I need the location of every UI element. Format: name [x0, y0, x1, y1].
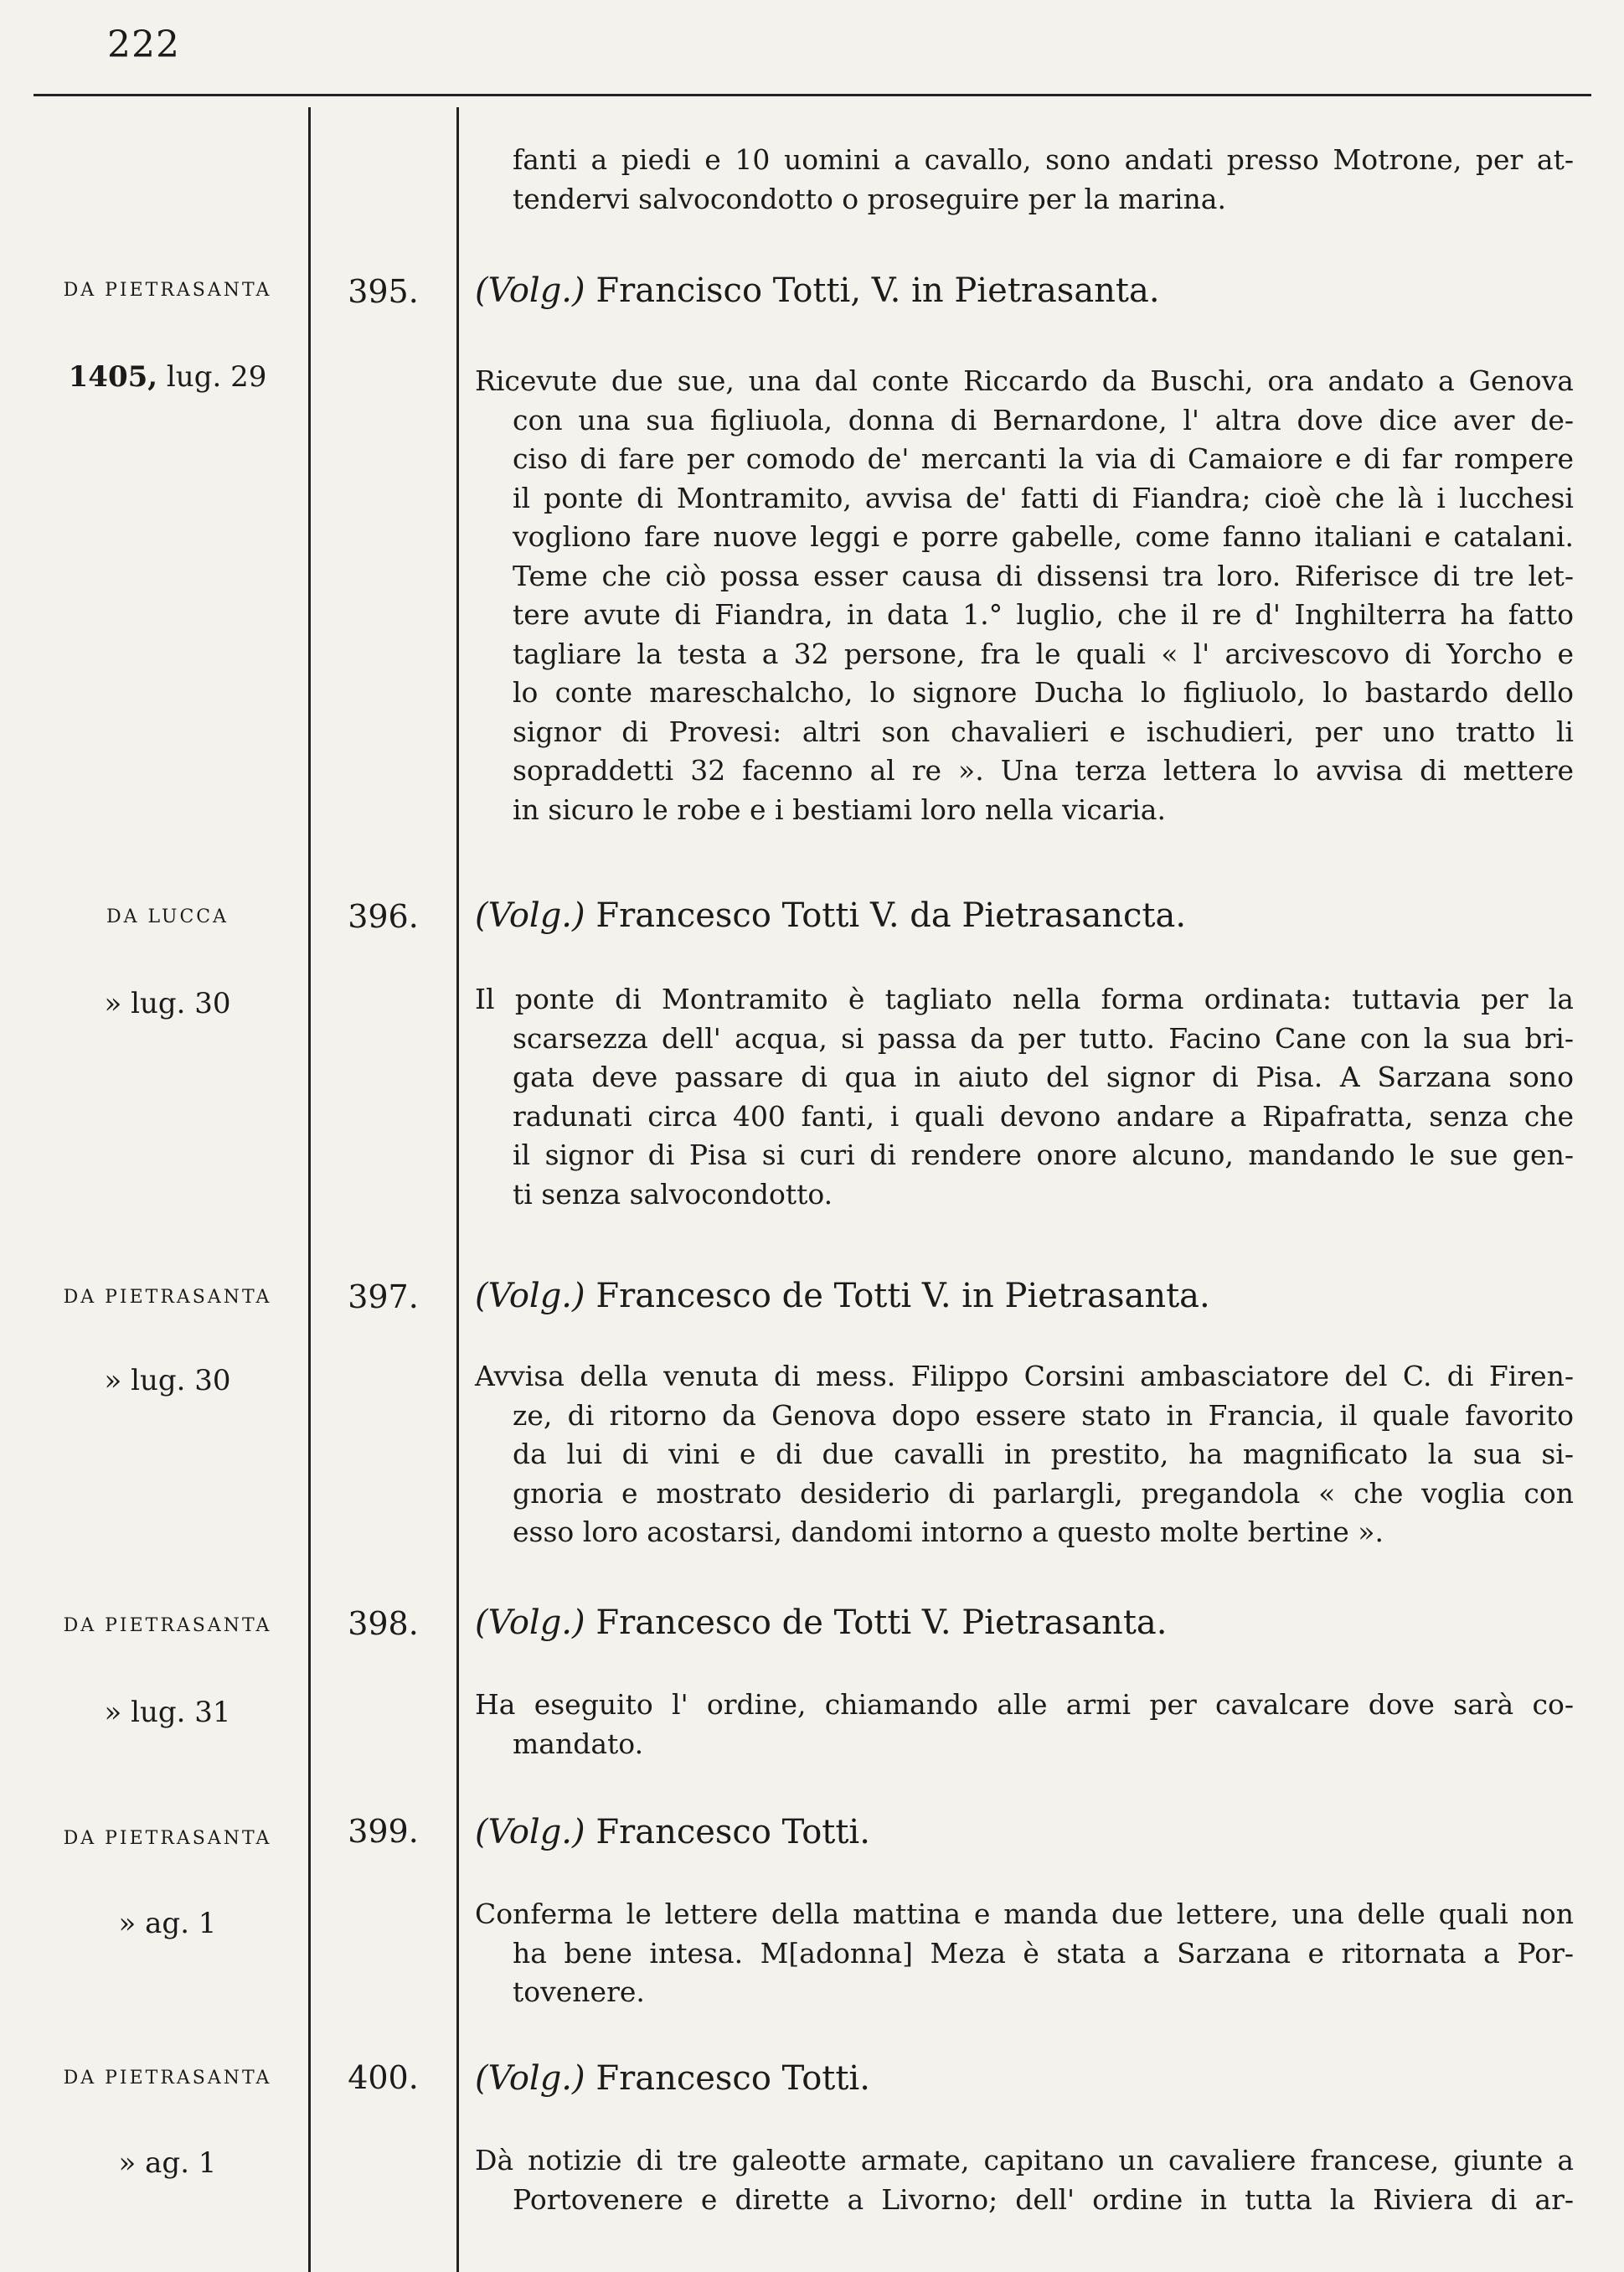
text-line: il signor di Pisa si curi di rendere onore alcuno, mandando le sue gen-: [513, 1139, 1574, 1171]
entry-date-year: 1405,: [68, 360, 158, 394]
number-column-divider: [456, 107, 459, 2272]
entry-heading: [475, 896, 1186, 935]
intro-text: [475, 141, 1574, 219]
text-line: ha bene intesa. M[adonna] Meza è stata a Sarzana e ritornata a Por-: [513, 1936, 1574, 1970]
text-line: Avvisa della venuta di mess. Filippo Corsini ambasciatore del C. di Firen-: [475, 1360, 1574, 1392]
entry-text: [475, 980, 1574, 1214]
entry-date: [34, 2146, 302, 2180]
entry-text: [475, 1357, 1574, 1552]
entry-place: DA PIETRASANTA: [63, 1287, 272, 1308]
text-line: vogliono fare nuove leggi e porre gabelle, come fanno italiani e catalani.: [513, 520, 1574, 553]
text-line: Dà notizie di tre galeotte armate, capitano un cavaliere francese, giunte a: [475, 2144, 1574, 2176]
entry-heading-volg: (Volg.): [475, 1277, 585, 1315]
entry-date-day: » lug. 30: [104, 987, 231, 1020]
entry-heading: [475, 2059, 870, 2098]
entry-place: DA PIETRASANTA: [63, 2068, 272, 2089]
text-line: Teme che ciò possa esser causa di dissensi tra loro. Riferisce di tre let-: [513, 559, 1574, 592]
entry-heading-text: Francesco de Totti V. in Pietrasanta.: [595, 1277, 1210, 1315]
entry-text: [475, 1686, 1574, 1763]
entry-number: 395.: [348, 273, 419, 310]
entry-number: 397.: [348, 1278, 419, 1315]
text-line: tendervi salvocondotto o proseguire per la marina.: [513, 182, 1226, 215]
entry-date-day: » ag. 1: [118, 1907, 217, 1940]
text-line: scarsezza dell' acqua, si passa da per tutto. Facino Cane con la sua bri-: [513, 1021, 1574, 1055]
entry-text: [475, 1895, 1574, 2012]
top-rule: [34, 94, 1591, 96]
entry-date: [34, 1696, 302, 1729]
entry-heading-text: Francisco Totti, V. in Pietrasanta.: [595, 271, 1160, 310]
entry-date-day: » ag. 1: [118, 2146, 217, 2180]
entry-date: [34, 360, 302, 394]
text-line: lo conte mareschalcho, lo signore Ducha lo figliuolo, lo bastardo dello: [513, 676, 1574, 709]
entry-heading: [475, 271, 1160, 310]
text-line: ti senza salvocondotto.: [513, 1177, 833, 1211]
entry-text: [475, 362, 1574, 829]
entry-place: DA LUCCA: [106, 906, 229, 927]
entry-heading-volg: (Volg.): [475, 896, 585, 935]
entry-heading-volg: (Volg.): [475, 1603, 585, 1642]
text-line: da lui di vini e di due cavalli in prestito, ha magnificato la sua si-: [513, 1438, 1574, 1470]
entry-date-day: » lug. 30: [104, 1364, 231, 1397]
entry-number: 400.: [348, 2059, 419, 2096]
entry-place: DA PIETRASANTA: [63, 280, 272, 301]
text-line: gnoria e mostrato desiderio di parlargli, pregandola « che voglia con: [513, 1476, 1574, 1510]
entry-heading-volg: (Volg.): [475, 2059, 585, 2098]
entry-place: DA PIETRASANTA: [63, 1828, 272, 1849]
entry-heading-volg: (Volg.): [475, 271, 585, 310]
entry-heading-text: Francesco Totti V. da Pietrasancta.: [595, 896, 1187, 935]
entry-heading-text: Francesco Totti.: [595, 1813, 870, 1851]
text-line: signor di Provesi: altri son chavalieri e ischudieri, per uno tratto li: [513, 715, 1574, 748]
entry-date-day: » lug. 31: [104, 1696, 231, 1729]
text-line: il ponte di Montramito, avvisa de' fatti di Fiandra; cioè che là i lucchesi: [513, 481, 1574, 514]
text-line: Ha eseguito l' ordine, chiamando alle armi per cavalcare dove sarà co-: [475, 1688, 1574, 1721]
text-line: Ricevute due sue, una dal conte Riccardo da Buschi, ora andato a Genova: [475, 364, 1574, 397]
text-line: tagliare la testa a 32 persone, fra le quali « l' arcivescovo di Yorcho e: [513, 637, 1574, 670]
page-number: 222: [107, 23, 180, 66]
left-column-divider: [308, 107, 311, 2272]
text-line: radunati circa 400 fanti, i quali devono andare a Ripafratta, senza che: [513, 1099, 1574, 1133]
entry-date: [34, 1364, 302, 1397]
entry-heading-text: Francesco Totti.: [595, 2059, 870, 2098]
entry-date: [34, 987, 302, 1020]
entry-text: [475, 2141, 1574, 2219]
text-line: tovenere.: [513, 1975, 645, 2008]
entry-number: 399.: [348, 1813, 419, 1850]
text-line: Il ponte di Montramito è tagliato nella forma ordinata: tuttavia per la: [475, 983, 1574, 1015]
entry-heading-text: Francesco de Totti V. Pietrasanta.: [595, 1603, 1168, 1642]
entry-date: [34, 1907, 302, 1940]
text-line: esso loro acostarsi, dandomi intorno a questo molte bertine ».: [513, 1516, 1384, 1548]
entry-place: DA PIETRASANTA: [63, 1615, 272, 1636]
text-line: ze, di ritorno da Genova dopo essere stato in Francia, il quale favorito: [513, 1398, 1574, 1432]
text-line: Conferma le lettere della mattina e manda due lettere, una delle quali non: [475, 1898, 1574, 1930]
entry-heading-volg: (Volg.): [475, 1813, 585, 1851]
entry-number: 396.: [348, 898, 419, 935]
text-line: fanti a piedi e 10 uomini a cavallo, sono andati presso Motrone, per at-: [513, 143, 1574, 176]
text-line: in sicuro le robe e i bestiami loro nella vicaria.: [513, 793, 1166, 826]
entry-date-day: lug. 29: [166, 360, 267, 394]
text-line: con una sua figliuola, donna di Bernardone, l' altra dove dice aver de-: [513, 403, 1574, 436]
text-line: ciso di fare per comodo de' mercanti la via di Camaiore e di far rompere: [513, 442, 1574, 475]
text-line: Portovenere e dirette a Livorno; dell' ordine in tutta la Riviera di ar-: [513, 2182, 1574, 2216]
text-line: mandato.: [513, 1727, 644, 1760]
entry-heading: [475, 1813, 870, 1851]
text-line: sopraddetti 32 facenno al re ». Una terza lettera lo avvisa di mettere: [513, 754, 1574, 787]
entry-number: 398.: [348, 1605, 419, 1642]
text-line: gata deve passare di qua in aiuto del signor di Pisa. A Sarzana sono: [513, 1061, 1574, 1093]
text-line: tere avute di Fiandra, in data 1.° luglio, che il re d' Inghilterra ha fatto: [513, 598, 1574, 631]
entry-heading: [475, 1603, 1167, 1642]
entry-heading: [475, 1277, 1210, 1315]
